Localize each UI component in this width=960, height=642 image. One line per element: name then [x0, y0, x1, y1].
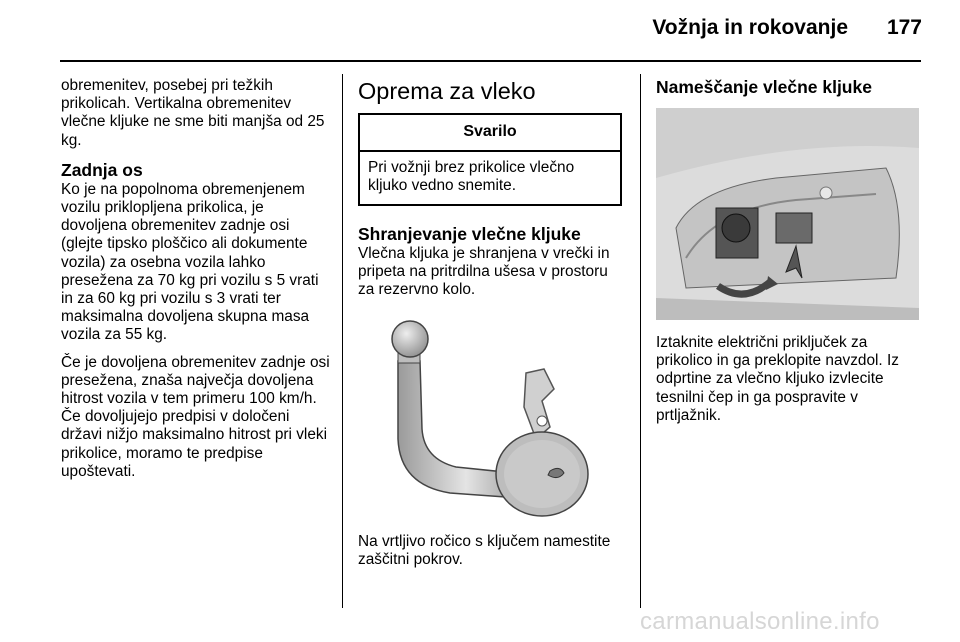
- intro-paragraph: obremenitev, posebej pri težkih prikolicah. Vertikalna obremenitev vlečne kljuke ne sme biti manjša od 25 kg.: [61, 77, 325, 149]
- tow-hook-illustration: [358, 309, 622, 519]
- bumper-socket-illustration: [656, 108, 919, 320]
- warning-box: [358, 113, 622, 206]
- figure-caption: Na vrtljivo ročico s ključem namestite zaščitni pokrov.: [358, 533, 611, 569]
- column-2: [358, 77, 622, 579]
- section-title: Oprema za vleko: [358, 78, 536, 104]
- column-divider-right: [640, 74, 641, 608]
- installation-heading: Nameščanje vlečne kljuke: [656, 77, 872, 97]
- rear-axle-heading: Zadnja os: [61, 159, 143, 180]
- watermark: carmanualsonline.info: [640, 608, 880, 635]
- column-1: [61, 77, 332, 490]
- warning-text: Pri vožnji brez prikolice vlečno kljuko vedno snemite.: [368, 159, 575, 195]
- running-header-title: Vožnja in rokovanje: [652, 16, 848, 39]
- installation-paragraph: Iztaknite električni priključek za prikolico in ga preklopite navzdol. Iz odprtine za vlečno kljuko izvlecite tesnilni čep in ga pospravite v prtljažnik.: [656, 334, 899, 424]
- column-divider-left: [342, 74, 343, 608]
- warning-title: Svarilo: [360, 115, 620, 152]
- rear-axle-paragraph-2: Če je dovoljena obremenitev zadnje osi presežena, znaša največja dovoljena hitrost vozila v tem primeru 100 km/h. Če dovoljujejo predpisi v določeni državi nižjo maksimalno hitrost pri vleki prikolice, moramo te predpise upoštevati.: [61, 353, 330, 480]
- column-3: [656, 77, 922, 434]
- rear-axle-paragraph-1: Ko je na popolnoma obremenjenem vozilu priklopljena prikolica, je dovoljena obremenitev zadnje osi (glejte tipsko ploščico ali dokumente vozila) za osebna vozila lahko presežena za 70 kg pri vozilu s 5 vrati in za 60 kg pri vozilu s 3 vrati ter maksimalna dovoljena skupna masa vozila za 55 kg.: [61, 180, 319, 344]
- storage-paragraph: Vlečna kljuka je shranjena v vrečki in pripeta na pritrdilna ušesa v prostoru za rezervno kolo.: [358, 244, 610, 299]
- storage-heading: Shranjevanje vlečne kljuke: [358, 223, 581, 244]
- header-rule: [60, 60, 921, 62]
- page-number: 177: [886, 16, 922, 39]
